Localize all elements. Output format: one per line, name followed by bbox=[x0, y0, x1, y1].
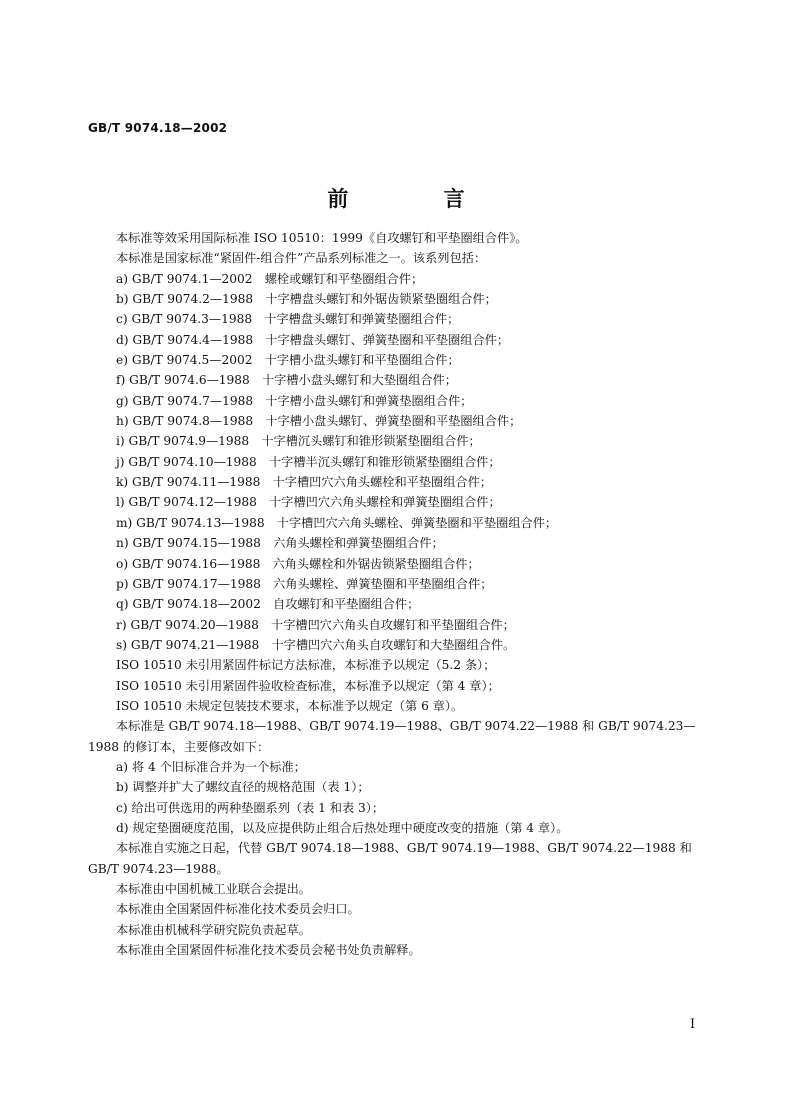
paragraph: ISO 10510 未引用紧固件验收检查标准，本标准予以规定（第 4 章）； bbox=[116, 678, 500, 693]
list-item: n) GB/T 9074.15—1988 六角头螺栓和弹簧垫圈组合件； bbox=[116, 536, 444, 551]
paragraph: 本标准是国家标准“紧固件-组合件”产品系列标准之一。该系列包括： bbox=[116, 251, 487, 266]
list-item: g) GB/T 9074.7—1988 十字槽小盘头螺钉和弹簧垫圈组合件； bbox=[116, 393, 473, 408]
list-item: s) GB/T 9074.21—1988 十字槽凹穴六角头自攻螺钉和大垫圈组合件。 bbox=[116, 637, 516, 652]
list-item: r) GB/T 9074.20—1988 十字槽凹穴六角头自攻螺钉和平垫圈组合件； bbox=[116, 617, 515, 632]
list-item: d) GB/T 9074.4—1988 十字槽盘头螺钉、弹簧垫圈和平垫圈组合件； bbox=[116, 332, 510, 347]
list-item: a) GB/T 9074.1—2002 螺栓或螺钉和平垫圈组合件； bbox=[116, 271, 424, 286]
list-item: l) GB/T 9074.12—1988 十字槽凹穴六角头螺栓和弹簧垫圈组合件； bbox=[116, 495, 501, 510]
list-item: b) 调整并扩大了螺纹直径的规格范围（表 1）； bbox=[116, 780, 370, 795]
standard-code-header: GB/T 9074.18—2002 bbox=[88, 121, 228, 135]
paragraph: 本标准由全国紧固件标准化技术委员会归口。 bbox=[116, 902, 360, 917]
list-item: j) GB/T 9074.10—1988 十字槽半沉头螺钉和锥形锁紧垫圈组合件； bbox=[116, 454, 501, 469]
paragraph: ISO 10510 未引用紧固件标记方法标准，本标准予以规定（5.2 条）； bbox=[116, 658, 496, 673]
paragraph: 本标准由机械科学研究院负责起草。 bbox=[116, 922, 311, 937]
paragraph-continuation: 1988 的修订本，主要修改如下： bbox=[88, 739, 270, 754]
list-item: q) GB/T 9074.18—2002 自攻螺钉和平垫圈组合件； bbox=[116, 597, 420, 612]
paragraph: 本标准是 GB/T 9074.18—1988、GB/T 9074.19—1988、GB/T 9074.22—1988 和 GB/T 9074.23— bbox=[116, 719, 696, 734]
paragraph: 本标准自实施之日起，代替 GB/T 9074.18—1988、GB/T 9074.19—1988、GB/T 9074.22—1988 和 bbox=[116, 841, 692, 856]
list-item: h) GB/T 9074.8—1988 十字槽小盘头螺钉、弹簧垫圈和平垫圈组合件； bbox=[116, 414, 522, 429]
paragraph-continuation: GB/T 9074.23—1988。 bbox=[88, 861, 229, 876]
list-item: m) GB/T 9074.13—1988 十字槽凹穴六角头螺栓、弹簧垫圈和平垫圈组合件； bbox=[116, 515, 558, 530]
list-item: a) 将 4 个旧标准合并为一个标准； bbox=[116, 759, 306, 774]
paragraph: 本标准由中国机械工业联合会提出。 bbox=[116, 882, 311, 896]
list-item: f) GB/T 9074.6—1988 十字槽小盘头螺钉和大垫圈组合件； bbox=[116, 373, 457, 388]
list-item: d) 规定垫圈硬度范围，以及应提供防止组合后热处理中硬度改变的措施（第 4 章）。 bbox=[116, 820, 569, 835]
list-item: o) GB/T 9074.16—1988 六角头螺栓和外锯齿锁紧垫圈组合件； bbox=[116, 556, 480, 571]
page-number: I bbox=[690, 1017, 696, 1032]
list-item: p) GB/T 9074.17—1988 六角头螺栓、弹簧垫圈和平垫圈组合件； bbox=[116, 576, 493, 591]
paragraph: 本标准等效采用国际标准 ISO 10510：1999《自攻螺钉和平垫圈组合件》。 bbox=[116, 231, 528, 245]
list-item: e) GB/T 9074.5—2002 十字槽小盘头螺钉和平垫圈组合件； bbox=[116, 353, 460, 368]
paragraph: 本标准由全国紧固件标准化技术委员会秘书处负责解释。 bbox=[116, 943, 421, 958]
list-item: b) GB/T 9074.2—1988 十字槽盘头螺钉和外锯齿锁紧垫圈组合件； bbox=[116, 292, 497, 307]
preface-body bbox=[88, 228, 702, 960]
list-item: c) GB/T 9074.3—1988 十字槽盘头螺钉和弹簧垫圈组合件； bbox=[116, 312, 460, 327]
list-item: k) GB/T 9074.11—1988 十字槽凹穴六角头螺栓和平垫圈组合件； bbox=[116, 475, 492, 490]
list-item: i) GB/T 9074.9—1988 十字槽沉头螺钉和锥形锁紧垫圈组合件； bbox=[116, 434, 481, 449]
list-item: c) 给出可供选用的两种垫圈系列（表 1 和表 3）； bbox=[116, 800, 385, 815]
page-title: 前 言 bbox=[327, 186, 509, 211]
paragraph: ISO 10510 未规定包装技术要求，本标准予以规定（第 6 章）。 bbox=[116, 698, 464, 713]
